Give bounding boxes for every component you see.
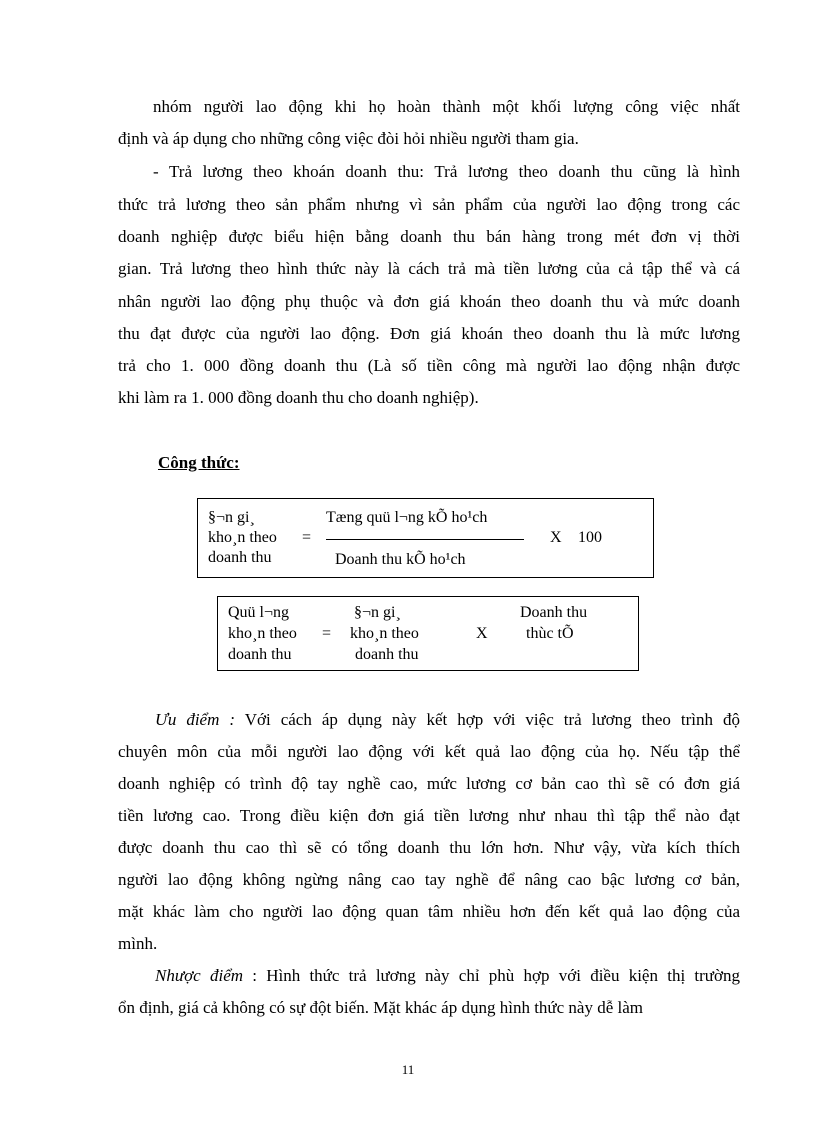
text-line: doanh nghiệp có trình độ tay nghề cao, mức lương cơ bản cao thì sẽ có đơn giá xyxy=(118,774,740,793)
text-line: doanh nghiệp được biểu hiện bằng doanh thu bán hàng trong mét đơn vị thời xyxy=(118,227,740,246)
disadvantages-first-line xyxy=(155,966,740,986)
formula2-lhs-line: doanh thu xyxy=(228,646,292,663)
text-line: được doanh thu cao thì sẽ có tổng doanh thu lớn hơn. Như vậy, vừa kích thích xyxy=(118,838,740,857)
formula2-equals: = xyxy=(322,625,332,642)
advantages-text: Với cách áp dụng này kết hợp với việc trả lương theo trình độ xyxy=(235,710,740,729)
formula-heading: Công thức: xyxy=(158,453,240,472)
fraction-bar xyxy=(326,539,524,540)
text-line: định và áp dụng cho những công việc đòi hỏi nhiều người tham gia. xyxy=(118,129,579,148)
text-line: người lao động không ngừng nâng cao tay nghề để nâng cao bậc lương cơ bản, xyxy=(118,870,740,889)
formula2-middle-line: doanh thu xyxy=(355,646,419,663)
text-line: nhân người lao động phụ thuộc và đơn giá khoán theo doanh thu và mức doanh xyxy=(118,292,740,311)
text-line: chuyên môn của mỗi người lao động với kết quả lao động của họ. Nếu tập thể xyxy=(118,742,740,761)
formula1-numerator: Tæng quü l¬ng kÕ ho¹ch xyxy=(326,509,488,526)
text-line: - Trả lương theo khoán doanh thu: Trả lương theo doanh thu cũng là hình xyxy=(153,162,740,181)
formula1-denominator: Doanh thu kÕ ho¹ch xyxy=(335,551,466,568)
text-line: mình. xyxy=(118,934,158,953)
text-line: thức trả lương theo sản phẩm nhưng vì sản phẩm của người lao động trong các xyxy=(118,195,740,214)
formula1-equals: = xyxy=(302,529,312,546)
text-line: mặt khác làm cho người lao động quan tâm nhiều hơn đến kết quả lao động của xyxy=(118,902,740,921)
text-line: gian. Trả lương theo hình thức này là cách trả mà tiền lương của cả tập thể và cá xyxy=(118,259,740,278)
formula2-middle-line: kho¸n theo xyxy=(350,625,419,642)
formula1-lhs-line: kho¸n theo xyxy=(208,529,277,546)
formula1-lhs-line: §¬n gi¸ xyxy=(208,509,255,526)
text-line: khi làm ra 1. 000 đồng doanh thu cho doanh nghiệp). xyxy=(118,388,479,407)
text-line: trả cho 1. 000 đồng doanh thu (Là số tiền công mà người lao động nhận được xyxy=(118,356,740,375)
formula1-times: X xyxy=(550,529,562,546)
page-number: 11 xyxy=(401,1062,415,1077)
formula2-rhs-line: Doanh thu xyxy=(520,604,588,621)
formula-box-2 xyxy=(217,596,639,671)
disadvantages-label: Nhược điểm xyxy=(155,966,244,985)
text-line: nhóm người lao động khi họ hoàn thành một khối lượng công việc nhất xyxy=(153,97,740,116)
advantages-first-line xyxy=(155,710,740,730)
text-line: thu đạt được của người lao động. Đơn giá khoán theo doanh thu là mức lương xyxy=(118,324,740,343)
formula2-middle-line: §¬n gi¸ xyxy=(354,604,401,621)
text-line: tiền lương cao. Trong điều kiện đơn giá tiền lương như nhau thì tập thể nào đạt xyxy=(118,806,740,825)
formula2-lhs-line: kho¸n theo xyxy=(228,625,297,642)
formula2-rhs-line: thùc tÕ xyxy=(526,625,574,642)
formula2-times: X xyxy=(476,625,488,642)
formula1-lhs-line: doanh thu xyxy=(208,549,272,566)
formula2-lhs-line: Quü l¬ng xyxy=(228,604,290,621)
formula-box-1 xyxy=(197,498,654,578)
disadvantages-text: : Hình thức trả lương này chỉ phù hợp với điều kiện thị trường xyxy=(243,966,740,985)
advantages-label: Ưu điểm : xyxy=(155,710,236,729)
text-line: ổn định, giá cả không có sự đột biến. Mặt khác áp dụng hình thức này dễ làm xyxy=(118,998,644,1017)
formula1-factor: 100 xyxy=(578,529,602,546)
